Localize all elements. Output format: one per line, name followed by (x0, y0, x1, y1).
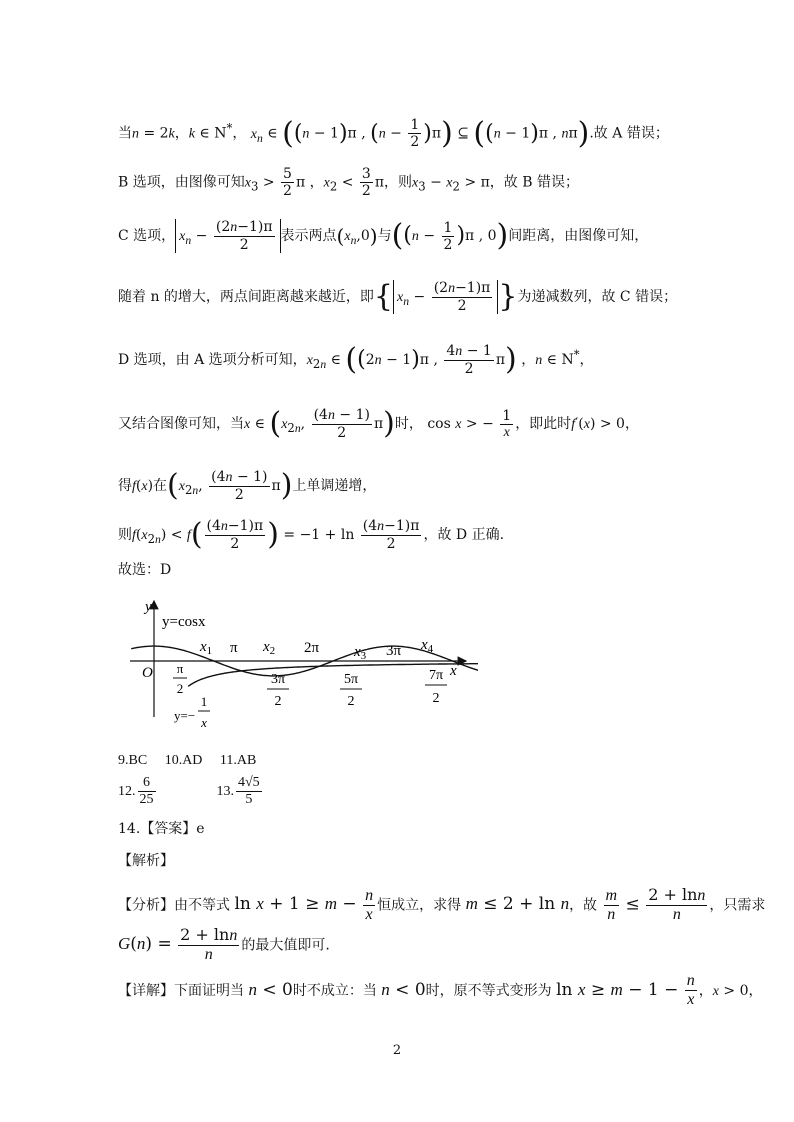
svg-text:3π: 3π (270, 672, 286, 687)
fraction: $\frac{2 + \ln n}{n}$ (648, 885, 706, 924)
answers-row-1 (118, 753, 256, 769)
math: n (493, 126, 501, 142)
math: n (411, 229, 419, 245)
three-half-pi-label (267, 672, 289, 709)
paren: ) (369, 224, 378, 249)
answer-12-fraction: $\frac{6}{25}$ (139, 775, 154, 808)
text: 在 (153, 478, 168, 495)
line-d-monotonic: 得f(x)在($x_{2n}$, $\frac{(4n - 1)}{2}$ π)上单调递增， (118, 468, 377, 504)
paren: ( (370, 120, 379, 146)
line-case-c: C 选项， $x_n$ − $\frac{(2n-1)\pi}{2}$ 表示两点$(x_n,0)$与((n − $\frac{1}{2}$ )π , 0)间距离，由图像可知， (118, 218, 649, 254)
paren: ( (269, 406, 282, 442)
paren: ) (411, 347, 420, 373)
line-c-conclusion (118, 280, 677, 314)
paren: ) (505, 342, 517, 378)
paren: ) (530, 120, 539, 146)
text: ，故 B 错误； (489, 174, 579, 191)
math: n (378, 126, 386, 142)
paren: ) (456, 223, 466, 249)
text: ，只需求 (709, 897, 766, 914)
math: n (535, 353, 543, 369)
svg-text:5π: 5π (343, 672, 359, 687)
paren: { (373, 279, 394, 315)
cos-label: y=cosx (162, 614, 206, 630)
math: x (412, 175, 419, 191)
answer-13-label: 13. (216, 783, 234, 799)
abs-value: $x_n$ − $\frac{(2n-1)\pi}{2}$ (393, 280, 498, 314)
math: n (561, 126, 569, 142)
fraction: $\frac{(2n-1)\pi}{2}$ (433, 280, 491, 315)
text: 为递减数列，故 C 错误； (517, 289, 678, 306)
text: 上单调递增， (292, 478, 377, 495)
text: B 选项，由图像可知 (118, 174, 245, 191)
text: ，则 (384, 174, 413, 191)
svg-text:7π: 7π (428, 668, 444, 683)
paren: ) (496, 218, 509, 254)
answer-9: 9.BC (118, 753, 148, 768)
answer-10: 10.AD (164, 753, 203, 768)
paren: ) (338, 120, 348, 146)
math: n (374, 353, 382, 369)
math: x (446, 175, 453, 191)
paren: ) (280, 468, 293, 504)
reciprocal-label (174, 694, 210, 730)
text: 恒成立，求得 (377, 897, 462, 914)
text: 【分析】 (118, 897, 174, 914)
svg-text:2: 2 (432, 691, 440, 706)
answer-12-label: 12. (118, 783, 136, 799)
text: 时，原不等式变形为 (425, 982, 552, 999)
svg-text:x: x (201, 715, 207, 730)
paren: ( (336, 224, 345, 249)
math: x (244, 175, 251, 191)
paren: ( (403, 223, 412, 249)
text: 【详解】 (118, 982, 174, 999)
text: 时， (394, 416, 423, 433)
fraction: $\frac{1}{2}$ (443, 219, 453, 253)
fraction: $\frac{4n - 1}{2}$ (446, 343, 492, 378)
fraction: $\frac{(4n-1)\pi}{2}$ (206, 518, 264, 553)
text: .故 A 错误； (589, 125, 669, 142)
answer-11: 11.AB (219, 753, 257, 768)
answer-14: 14.【答案】e (118, 821, 205, 837)
text: 随着 n 的增大，两点间距离越来越近，即 (118, 289, 374, 306)
line-case-b: B 选项，由图像可知$x_3$ > $\frac{5}{2}$ π ，$x_2$ < $\frac{3}{2}$ π，则$x_3 - x_2 > \pi$，故 B 错误； (118, 166, 579, 200)
math: x (244, 417, 251, 433)
paren: ) (383, 406, 395, 442)
page-number: 2 (392, 1043, 402, 1058)
paren: ( (345, 342, 358, 378)
text: 的最大值即可. (241, 937, 330, 954)
half-pi-label (173, 661, 187, 696)
analysis-line: 【分析】由不等式 ln x + 1 ≥ m − $\frac{n}{x}$ 恒成立，求得 m ≤ 2 + ln n，故 $\frac{m}{n}$ ≤ $\frac{2 + \ln n}{n}$ ，只需求 (118, 885, 766, 924)
line-case-a: 当n = 2k，k ∈ N*， $x_n$ ∈ ((n − 1)π , (n − $\frac{1}{2}$ )π) ⊆ ((n − 1)π , nπ).故 A 错误； (118, 115, 669, 151)
paren: ( (473, 115, 486, 151)
text: ，即此时 (515, 416, 572, 433)
svg-text:π: π (176, 661, 184, 676)
paren: ) (577, 115, 590, 151)
paren: ) (267, 517, 279, 553)
math: $x_n$ (250, 126, 263, 145)
paren: ( (190, 517, 203, 553)
seven-half-pi-label (425, 668, 447, 706)
text: 由不等式 (174, 897, 230, 914)
detail-line: 【详解】下面证明当 n < 0时不成立：当 n < 0时，原不等式变形为 ln x ≥ m − 1 − $\frac{n}{x}$ ，x > 0， (118, 972, 763, 1009)
math: x (323, 175, 330, 191)
math: $x_n$ (344, 229, 357, 247)
svg-text:y=−: y=− (174, 708, 196, 723)
text: 下面证明当 (174, 982, 244, 999)
origin-label: O (142, 665, 153, 681)
five-half-pi-label (340, 672, 362, 709)
paren: ( (282, 115, 294, 151)
math: x (306, 353, 313, 369)
paren: ( (293, 120, 303, 146)
fraction: $\frac{5}{2}$ (283, 166, 292, 200)
answers-row-2 (118, 775, 264, 808)
cos-reciprocal-graph (118, 597, 478, 739)
x4-label: $x_4$ (421, 637, 434, 655)
fraction: $\frac{n}{x}$ (686, 972, 695, 1009)
text: 时不成立：当 (292, 982, 377, 999)
fraction: $\frac{1}{2}$ (410, 117, 420, 151)
fraction: $\frac{(4n - 1)}{2}$ (211, 469, 268, 504)
two-pi-label: 2π (304, 640, 320, 656)
line-case-d: D 选项，由 A 选项分析可知，$x_{2n}$ ∈ ((2n − 1)π , $\frac{4n - 1}{2}$ π) ，n ∈ N*， (118, 342, 594, 378)
fraction: $\frac{n}{x}$ (365, 886, 374, 923)
svg-text:2: 2 (274, 694, 282, 709)
abs-value: $x_n$ − $\frac{(2n-1)\pi}{2}$ (175, 219, 280, 253)
text: ，故 (569, 897, 598, 914)
answer-select: 故选：D (118, 562, 172, 578)
fraction: $\frac{(4n - 1)}{2}$ (313, 407, 370, 442)
text: 得 (118, 478, 132, 495)
text: 表示两点 (280, 228, 337, 245)
paren: } (498, 279, 518, 315)
x3-label: $x_3$ (354, 644, 367, 662)
fraction: $\frac{2 + \ln n}{n}$ (180, 925, 238, 964)
three-pi-label: 3π (386, 643, 402, 659)
math: k (168, 126, 175, 142)
answer-13-fraction: $\frac{4√5}{5}$ (238, 775, 260, 808)
paren: ( (485, 120, 494, 146)
text: 又结合图像可知，当 (118, 416, 244, 433)
math: k (188, 126, 195, 142)
line-d-condition: 又结合图像可知，当x ∈ ($x_{2n}$, $\frac{(4n - 1)}{2}$ π)时， cos x > − $\frac{1}{x}$ ，即此时f′(x) > 0， (118, 406, 639, 442)
line-d-conclusion: 则$f(x_{2n}) < f$( $\frac{(4n-1)\pi}{2}$ ) = −1 + ln $\frac{(4n-1)\pi}{2}$ ，故 D 正确. (118, 517, 505, 553)
svg-text:1: 1 (200, 694, 208, 709)
fraction: $\frac{(2n-1)\pi}{2}$ (215, 219, 273, 254)
text: 与 (377, 228, 392, 245)
x1-label: $x_1$ (200, 639, 213, 657)
paren: ( (391, 218, 404, 254)
math: n (302, 126, 310, 142)
math: f (571, 417, 576, 433)
math: f (132, 479, 136, 495)
pi-label: π (230, 640, 238, 656)
analysis-header: 【解析】 (118, 853, 174, 869)
fraction: $\frac{m}{n}$ (605, 886, 618, 923)
analysis-line-g: G(n) = $\frac{2 + \ln n}{n}$ 的最大值即可. (118, 925, 330, 964)
math: n (132, 126, 139, 142)
text: ，故 D 正确. (423, 527, 505, 544)
text: D 选项，由 A 选项分析可知， (118, 352, 307, 369)
text: 间距离，由图像可知， (508, 228, 649, 245)
fraction: $\frac{(4n-1)\pi}{2}$ (362, 518, 420, 553)
x2-label: $x_2$ (263, 639, 276, 657)
fraction: $\frac{3}{2}$ (361, 166, 371, 200)
text: 当 (118, 125, 132, 142)
paren: ) (423, 120, 432, 146)
math: f (132, 528, 136, 544)
y-axis-label: y (145, 599, 152, 615)
math: x (178, 479, 185, 495)
text: 则 (118, 527, 132, 544)
paren: ) (441, 115, 453, 151)
text: ， (174, 125, 189, 142)
x-axis-label: x (450, 663, 457, 679)
text: ， (232, 125, 247, 142)
text: C 选项， (118, 228, 176, 245)
svg-text:2: 2 (176, 681, 184, 696)
paren: ( (357, 347, 366, 373)
math: x (281, 417, 288, 433)
math: x (455, 417, 462, 433)
math: f (186, 528, 191, 544)
fraction: $\frac{1}{x}$ (502, 407, 512, 440)
svg-text:2: 2 (347, 694, 355, 709)
paren: ( (167, 468, 179, 504)
